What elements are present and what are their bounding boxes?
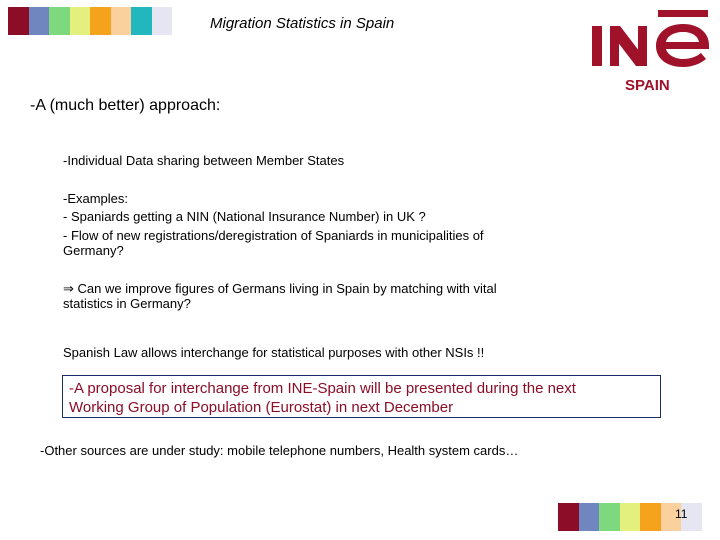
logo-country-label: SPAIN xyxy=(625,77,670,94)
example-nin: - Spaniards getting a NIN (National Insurance Number) in UK ? xyxy=(63,209,426,224)
other-sources-note: -Other sources are under study: mobile telephone numbers, Health system cards… xyxy=(40,443,519,458)
color-swatch xyxy=(558,503,579,531)
color-swatch xyxy=(8,7,29,35)
implies-arrow-icon: ⇒ xyxy=(63,281,74,296)
color-swatch xyxy=(620,503,641,531)
implication-text: Can we improve figures of Germans living in Spain by matching with vital xyxy=(77,281,497,296)
color-swatch xyxy=(152,7,173,35)
color-swatch xyxy=(111,7,132,35)
spanish-law-note: Spanish Law allows interchange for statistical purposes with other NSIs !! xyxy=(63,345,485,360)
top-color-bar xyxy=(8,7,172,35)
color-swatch xyxy=(599,503,620,531)
example-registrations: - Flow of new registrations/deregistration of Spaniards in municipalities of xyxy=(63,228,484,243)
proposal-line-1: -A proposal for interchange from INE-Spain will be presented during the next xyxy=(69,380,576,397)
color-swatch xyxy=(90,7,111,35)
section-heading: -A (much better) approach: xyxy=(30,97,221,114)
example-registrations-cont: Germany? xyxy=(63,243,124,258)
proposal-line-2: Working Group of Population (Eurostat) in next December xyxy=(69,399,454,416)
slide-title: Migration Statistics in Spain xyxy=(210,15,395,32)
color-swatch xyxy=(49,7,70,35)
color-swatch xyxy=(29,7,50,35)
proposal-box xyxy=(62,375,661,418)
color-swatch xyxy=(579,503,600,531)
bullet-data-sharing: -Individual Data sharing between Member States xyxy=(63,153,345,168)
color-swatch xyxy=(131,7,152,35)
color-swatch xyxy=(70,7,91,35)
implication-line-cont: statistics in Germany? xyxy=(63,296,191,311)
ine-logo xyxy=(588,6,716,72)
examples-title: -Examples: xyxy=(63,191,129,206)
color-swatch xyxy=(640,503,661,531)
implication-line xyxy=(63,281,497,297)
page-number: 11 xyxy=(675,507,688,521)
